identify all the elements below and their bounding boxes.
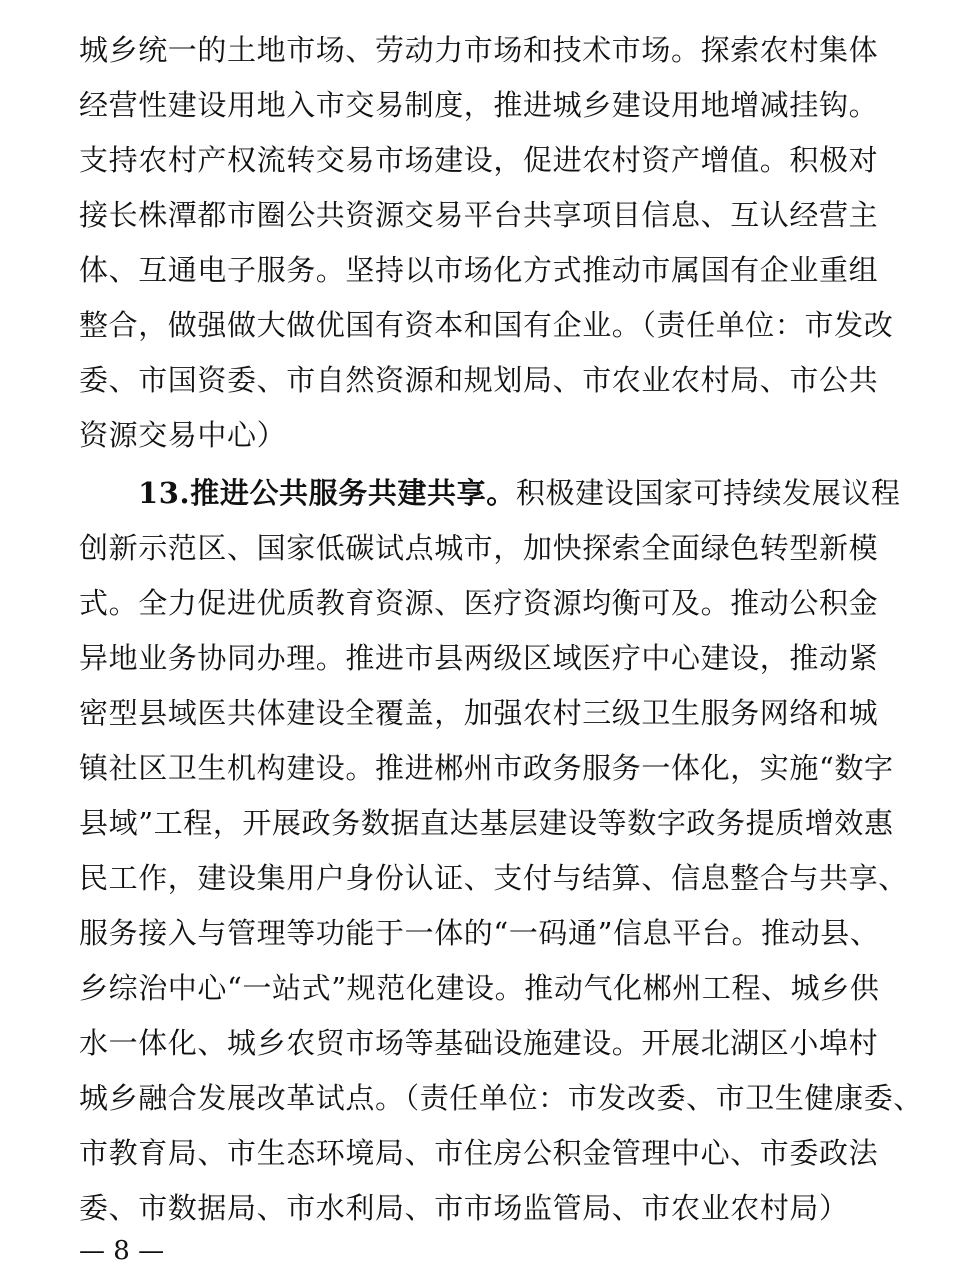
paragraph-line: 城乡统一的土地市场、劳动力市场和技术市场。探索农村集体 (79, 33, 879, 67)
paragraph-line: 资源交易中心） (79, 418, 287, 452)
section-line: 乡综治中心“一站式”规范化建设。推动气化郴州工程、城乡供 (79, 971, 880, 1005)
section-line: 镇社区卫生机构建设。推进郴州市政务服务一体化，实施“数字 (79, 751, 894, 785)
paragraph-line: 委、市国资委、市自然资源和规划局、市农业农村局、市公共 (79, 363, 879, 397)
section-line: 密型县域医共体建设全覆盖，加强农村三级卫生服务网络和城 (79, 696, 879, 730)
section-line: 异地业务协同办理。推进市县两级区域医疗中心建设，推动紧 (79, 641, 879, 675)
section-line: 民工作，建设集用户身份认证、支付与结算、信息整合与共享、 (79, 861, 908, 895)
section-first-line (138, 465, 901, 521)
section-heading: 13.推进公共服务共建共享。 (138, 476, 516, 510)
section-line: 水一体化、城乡农贸市场等基础设施建设。开展北湖区小埠村 (79, 1026, 879, 1060)
section-line: 委、市数据局、市水利局、市市场监管局、市农业农村局） (79, 1191, 849, 1225)
section-line: 县域”工程，开展政务数据直达基层建设等数字政务提质增效惠 (79, 806, 894, 840)
paragraph-line: 体、互通电子服务。坚持以市场化方式推动市属国有企业重组 (79, 253, 879, 287)
section-line: 创新示范区、国家低碳试点城市，加快探索全面绿色转型新模 (79, 531, 879, 565)
section-line: 城乡融合发展改革试点。（责任单位：市发改委、市卫生健康委、 (79, 1081, 923, 1115)
paragraph-line: 经营性建设用地入市交易制度，推进城乡建设用地增减挂钩。 (79, 88, 879, 122)
section-first-line-text: 积极建设国家可持续发展议程 (515, 476, 901, 510)
section-line: 服务接入与管理等功能于一体的“一码通”信息平台。推动县、 (79, 916, 880, 950)
paragraph-line: 支持农村产权流转交易市场建设，促进农村资产增值。积极对 (79, 143, 879, 177)
section-line: 式。全力促进优质教育资源、医疗资源均衡可及。推动公积金 (79, 586, 879, 620)
paragraph-line: 接长株潭都市圈公共资源交易平台共享项目信息、互认经营主 (79, 198, 879, 232)
section-line: 市教育局、市生态环境局、市住房公积金管理中心、市委政法 (79, 1136, 879, 1170)
paragraph-line: 整合，做强做大做优国有资本和国有企业。（责任单位：市发改 (79, 308, 894, 342)
page-number: — 8 — (79, 1236, 165, 1266)
